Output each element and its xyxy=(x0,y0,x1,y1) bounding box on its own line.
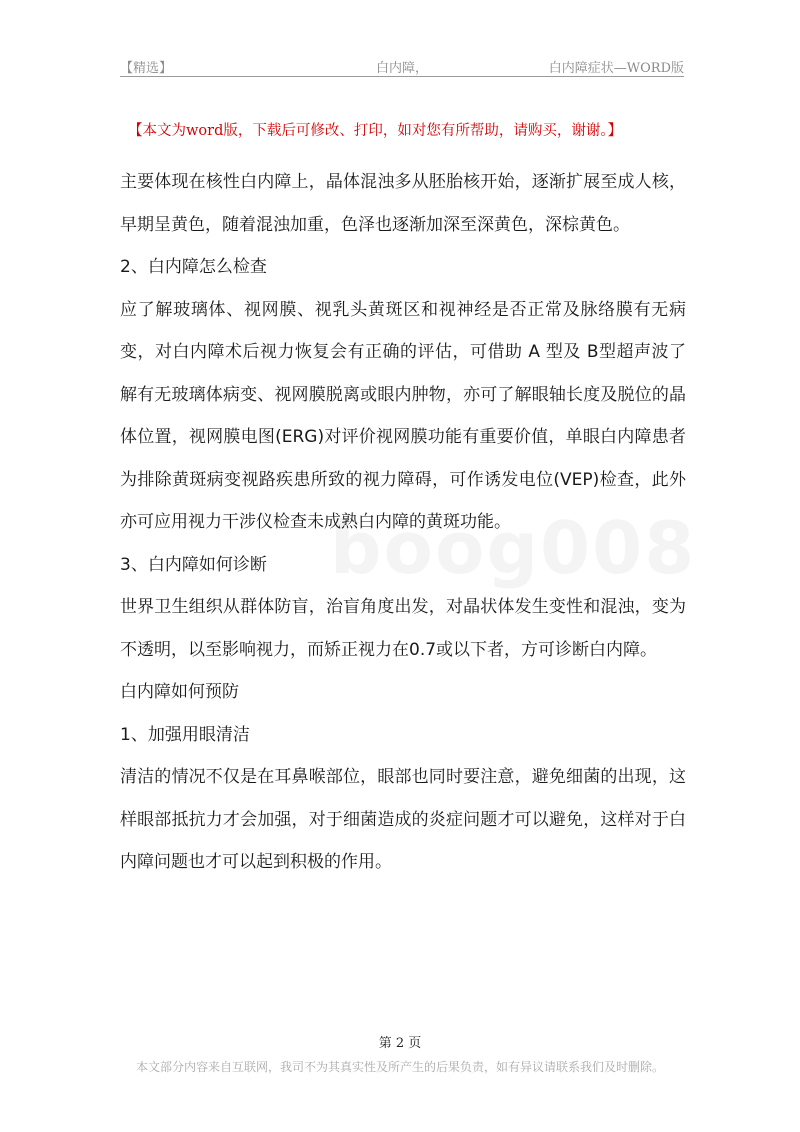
heading-prevention: 白内障如何预防 xyxy=(120,682,239,702)
page-number: 第 2 页 xyxy=(378,1036,422,1051)
paragraph-diagnosis: 世界卫生组织从群体防盲，治盲角度出发，对晶状体发生变性和混浊，变为不透明，以至影响视力，而矫正视力在0.7或以下者，方可诊断白内障。 xyxy=(120,597,686,660)
download-notice: 【本文为word版，下载后可修改、打印，如对您有所帮助，请购买，谢谢。】 xyxy=(128,123,623,139)
header-center-text: 白内障， xyxy=(376,61,429,76)
header-left-text: 【精选】 xyxy=(120,61,173,76)
paragraph-exam: 应了解玻璃体、视网膜、视乳头黄斑区和视神经是否正常及脉络膜有无病变，对白内障术后视力恢复会有正确的评估，可借助 A 型及 B型超声波了解有无玻璃体病变、视网膜脱离或眼内肿物，亦可了解眼轴长度及脱位的晶体位置，视网膜电图(ERG)对评价视网膜功能有重要价值，单眼白内障患者为排除黄斑病变视路疾患所致的视力障碍，可作诱发电位(VEP)检查，此外亦可应用视力干涉仪检查未成熟白内障的黄斑功能。 xyxy=(120,299,686,532)
footer-disclaimer: 本文部分内容来自互联网，我司不为其真实性及所产生的后果负责，如有异议请联系我们及时删除。 xyxy=(135,1060,664,1074)
paragraph-intro: 主要体现在核性白内障上，晶体混浊多从胚胎核开始，逐渐扩展至成人核，早期呈黄色，随着混浊加重，色泽也逐渐加深至深黄色，深棕黄色。 xyxy=(120,172,686,235)
heading-eye-hygiene: 1、加强用眼清洁 xyxy=(120,724,250,745)
paragraph-eye-hygiene: 清洁的情况不仅是在耳鼻喉部位，眼部也同时要注意，避免细菌的出现，这样眼部抵抗力才会加强，对于细菌造成的炎症问题才可以避免，这样对于白内障问题也才可以起到积极的作用。 xyxy=(120,767,686,872)
document-body xyxy=(120,161,686,884)
header-right-text: 白内障症状—WORD版 xyxy=(548,61,684,76)
page-header xyxy=(120,54,684,77)
heading-diagnosis: 3、白内障如何诊断 xyxy=(120,554,267,575)
heading-exam: 2、白内障怎么检查 xyxy=(120,257,267,277)
